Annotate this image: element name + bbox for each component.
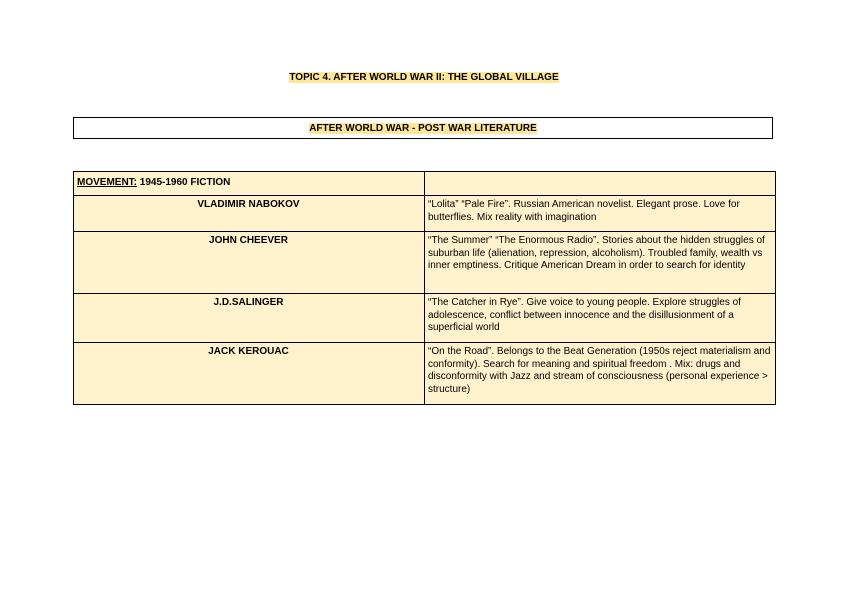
author-cell: J.D.SALINGER xyxy=(74,294,425,343)
movement-table xyxy=(73,171,776,405)
description-cell: “The Summer” “The Enormous Radio”. Stories about the hidden struggles of suburban life (alienation, repression, alcoholism). Troubled family, wealth vs inner emptiness. Critique American Dream in order to search for identity xyxy=(425,232,776,294)
description-cell: “The Catcher in Rye”. Give voice to young people. Explore struggles of adolescence, conflict between innocence and the disillusionment of a superficial world xyxy=(425,294,776,343)
description-cell: “Lolita” “Pale Fire”. Russian American novelist. Elegant prose. Love for butterflies. Mix reality with imagination xyxy=(425,196,776,232)
header-empty-cell xyxy=(425,172,776,196)
description-cell: “On the Road”. Belongs to the Beat Generation (1950s reject materialism and conformity). Search for meaning and spiritual freedom . Mix: drugs and disconformity with Jazz and stream of consciousness (personal experience > structure) xyxy=(425,343,776,405)
table-row xyxy=(74,196,776,232)
section-title-box xyxy=(73,117,773,139)
movement-value: 1945-1960 FICTION xyxy=(137,177,231,189)
table-row xyxy=(74,294,776,343)
movement-header-cell xyxy=(74,172,425,196)
section-title-text: AFTER WORLD WAR - POST WAR LITERATURE xyxy=(309,122,537,134)
author-cell: JOHN CHEEVER xyxy=(74,232,425,294)
document-title xyxy=(0,71,848,85)
table-row xyxy=(74,232,776,294)
document-title-text: TOPIC 4. AFTER WORLD WAR II: THE GLOBAL VILLAGE xyxy=(289,72,559,83)
table-row xyxy=(74,343,776,405)
movement-label: MOVEMENT: xyxy=(77,177,137,189)
table-header-row xyxy=(74,172,776,196)
author-cell: JACK KEROUAC xyxy=(74,343,425,405)
author-cell: VLADIMIR NABOKOV xyxy=(74,196,425,232)
